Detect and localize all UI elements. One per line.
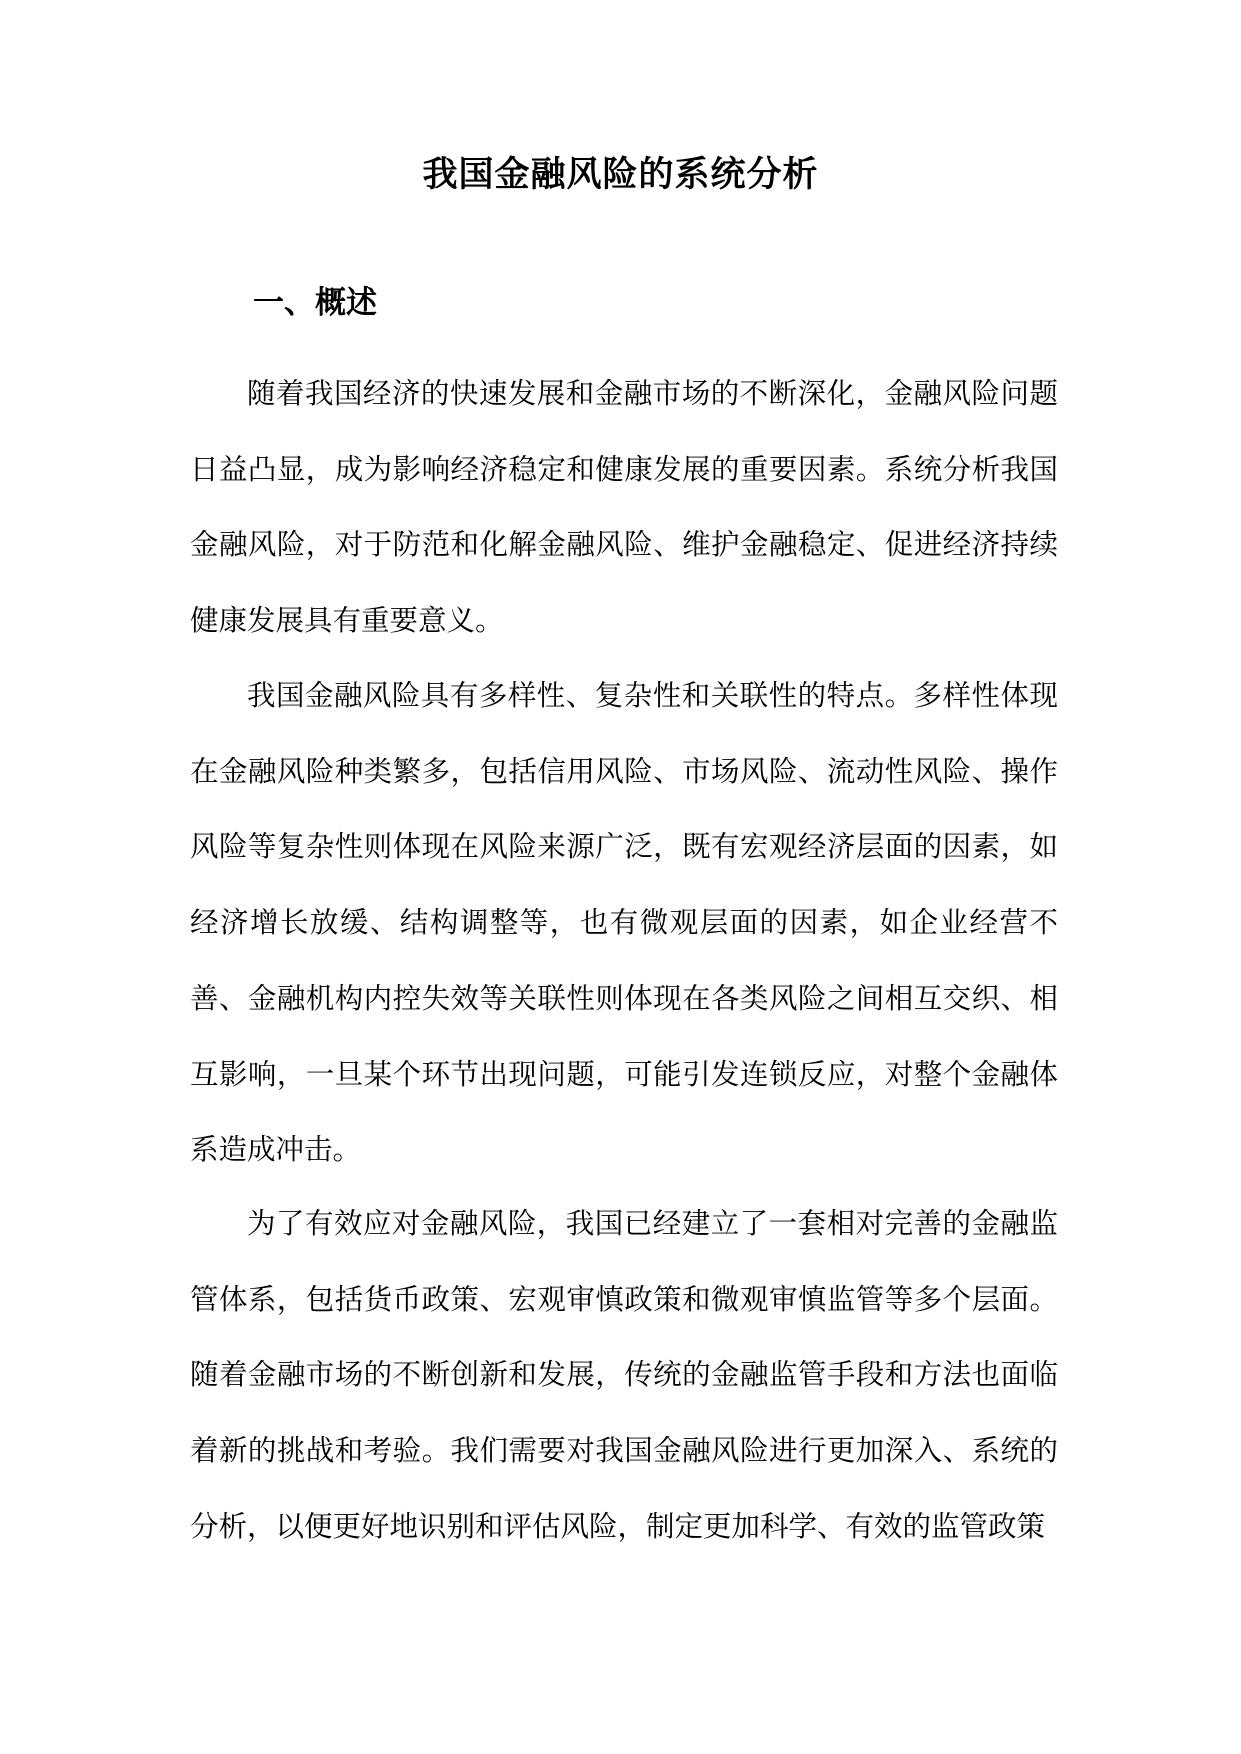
body-paragraph: 我国金融风险具有多样性、复杂性和关联性的特点。多样性体现在金融风险种类繁多，包括信用风险、市场风险、流动性风险、操作风险等复杂性则体现在风险来源广泛，既有宏观经济层面的因素，如经济增长放缓、结构调整等，也有微观层面的因素，如企业经营不善、金融机构内控失效等关联性则体现在各类风险之间相互交织、相互影响，一旦某个环节出现问题，可能引发连锁反应，对整个金融体系造成冲击。 <box>190 679 1058 1167</box>
body-paragraph: 随着我国经济的快速发展和金融市场的不断深化，金融风险问题日益凸显，成为影响经济稳定和健康发展的重要因素。系统分析我国金融风险，对于防范和化解金融风险、维护金融稳定、促进经济持续健康发展具有重要意义。 <box>190 377 1058 638</box>
section-heading: 一、概述 <box>253 285 377 321</box>
body-paragraph: 为了有效应对金融风险，我国已经建立了一套相对完善的金融监管体系，包括货币政策、宏观审慎政策和微观审慎监管等多个层面。随着金融市场的不断创新和发展，传统的金融监管手段和方法也面临着新的挑战和考验。我们需要对我国金融风险进行更加深入、系统的分析，以便更好地识别和评估风险，制定更加科学、有效的监管政策 <box>190 1207 1058 1543</box>
document-title: 我国金融风险的系统分析 <box>422 155 819 195</box>
